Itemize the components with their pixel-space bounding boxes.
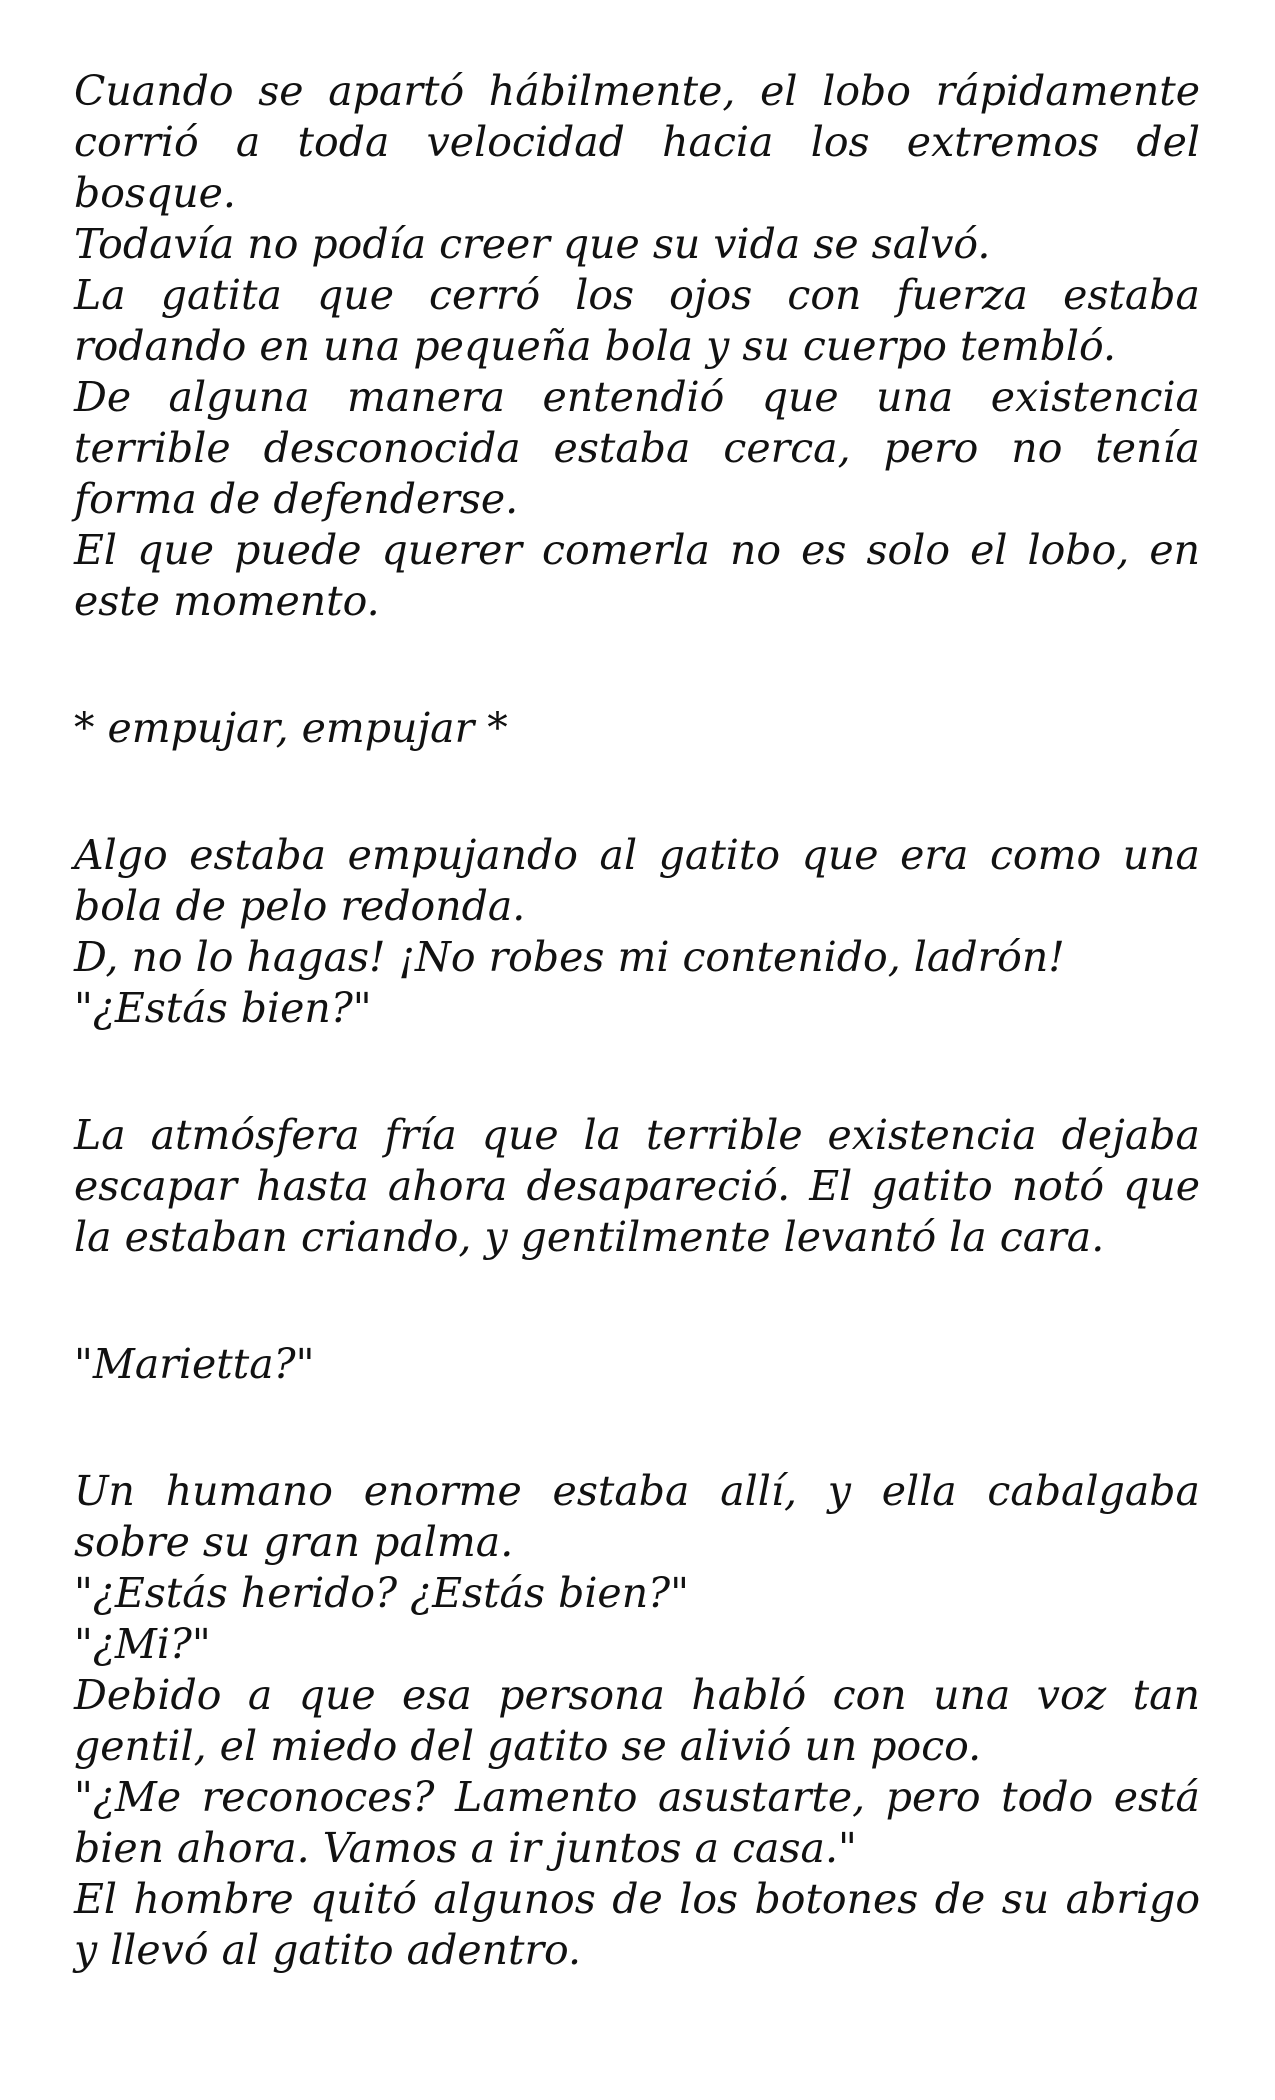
sound-effect-line: * empujar, empujar * bbox=[74, 704, 508, 752]
text-line: De alguna manera entendió que una existencia terrible desconocida estaba cerca, pero no tenía forma de defenderse. bbox=[74, 373, 1200, 523]
paragraph-block-6 bbox=[74, 1466, 1200, 1976]
spacer bbox=[74, 754, 1200, 830]
dialogue-line: "Marietta?" bbox=[74, 1340, 315, 1388]
spacer bbox=[74, 627, 1200, 703]
dialogue-line: "¿Me reconoces? Lamento asustarte, pero todo está bien ahora. Vamos a ir juntos a casa." bbox=[74, 1773, 1200, 1872]
dialogue-line: "¿Estás bien?" bbox=[74, 984, 372, 1032]
text-line: El hombre quitó algunos de los botones de su abrigo y llevó al gatito adentro. bbox=[74, 1875, 1200, 1974]
dialogue-line: "¿Mi?" bbox=[74, 1620, 211, 1668]
text-line: Algo estaba empujando al gatito que era como una bola de pelo redonda. bbox=[74, 831, 1200, 930]
document-page bbox=[74, 66, 1200, 1976]
text-line: D, no lo hagas! ¡No robes mi contenido, ladrón! bbox=[74, 933, 1065, 981]
text-line: Todavía no podía creer que su vida se salvó. bbox=[74, 220, 991, 268]
text-line: El que puede querer comerla no es solo el lobo, en este momento. bbox=[74, 526, 1200, 625]
spacer bbox=[74, 1390, 1200, 1466]
spacer bbox=[74, 1034, 1200, 1110]
dialogue-line: "¿Estás herido? ¿Estás bien?" bbox=[74, 1569, 689, 1617]
spacer bbox=[74, 1263, 1200, 1339]
paragraph-block-4 bbox=[74, 1110, 1200, 1263]
text-line: La atmósfera fría que la terrible existencia dejaba escapar hasta ahora desapareció. El gatito notó que la estaban criando, y gentilmente levantó la cara. bbox=[74, 1111, 1200, 1261]
paragraph-block-5 bbox=[74, 1339, 1200, 1390]
paragraph-block-1 bbox=[74, 66, 1200, 627]
text-line: Cuando se apartó hábilmente, el lobo rápidamente corrió a toda velocidad hacia los extremos del bosque. bbox=[74, 67, 1200, 217]
text-line: Un humano enorme estaba allí, y ella cabalgaba sobre su gran palma. bbox=[74, 1467, 1200, 1566]
paragraph-block-3 bbox=[74, 830, 1200, 1034]
text-line: La gatita que cerró los ojos con fuerza estaba rodando en una pequeña bola y su cuerpo tembló. bbox=[74, 271, 1200, 370]
text-line: Debido a que esa persona habló con una voz tan gentil, el miedo del gatito se alivió un poco. bbox=[74, 1671, 1200, 1770]
paragraph-block-2 bbox=[74, 703, 1200, 754]
